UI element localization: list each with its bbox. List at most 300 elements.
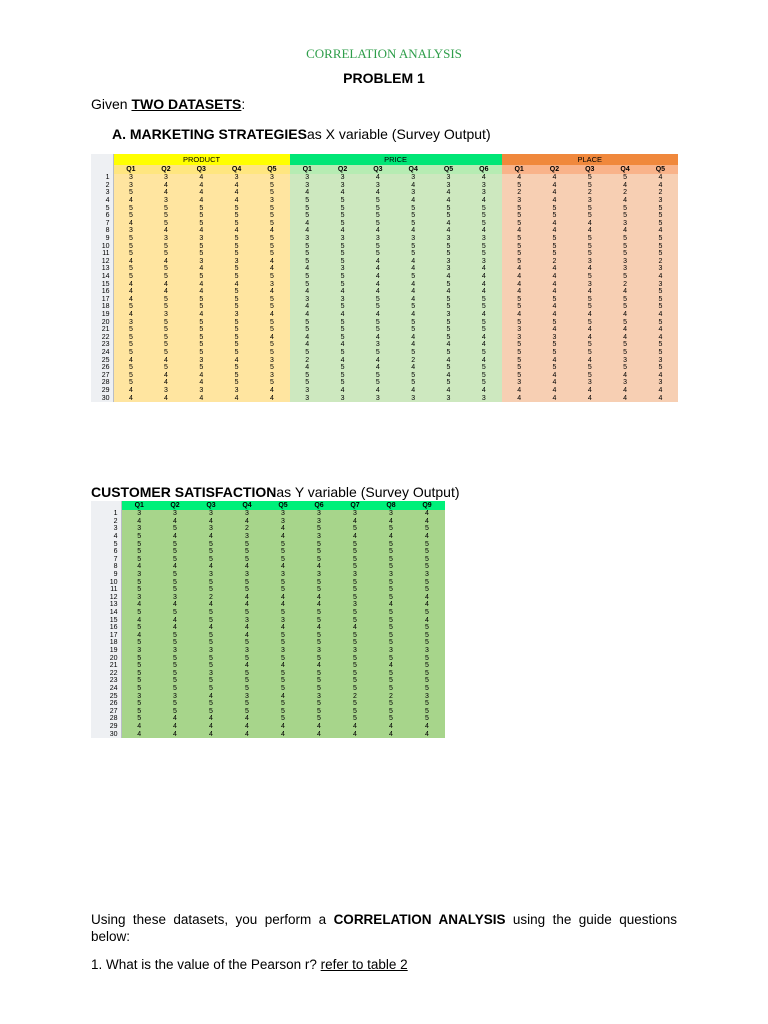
data-cell: 5 [409,685,445,693]
data-cell: 5 [301,715,337,723]
data-cell: 3 [113,182,148,190]
data-cell: 3 [157,510,193,518]
data-cell: 4 [157,616,193,624]
data-cell: 5 [121,540,157,548]
data-cell: 5 [184,318,219,326]
data-cell: 5 [409,715,445,723]
column-header-row [91,501,445,510]
data-cell: 5 [325,333,360,341]
data-cell: 5 [431,326,466,334]
data-cell: 4 [184,379,219,387]
data-cell: 5 [502,296,537,304]
data-cell: 4 [360,356,395,364]
data-cell: 4 [607,311,642,319]
data-cell: 4 [502,227,537,235]
data-cell: 5 [325,212,360,220]
data-cell: 3 [193,571,229,579]
data-cell: 5 [121,715,157,723]
table-row [91,609,445,617]
data-cell: 3 [157,647,193,655]
row-number: 25 [91,356,113,364]
data-cell: 5 [157,571,193,579]
row-number: 8 [91,227,113,235]
column-header: Q7 [337,501,373,510]
table-row [91,601,445,609]
row-number: 14 [91,609,121,617]
data-cell: 5 [466,204,501,212]
row-number: 28 [91,379,113,387]
data-cell: 5 [265,578,301,586]
data-cell: 5 [325,197,360,205]
data-cell: 4 [184,197,219,205]
data-cell: 4 [229,632,265,640]
data-cell: 5 [301,700,337,708]
data-cell: 4 [360,364,395,372]
data-cell: 3 [290,394,325,402]
data-cell: 5 [301,586,337,594]
document-heading: CORRELATION ANALYSIS [306,46,462,61]
data-cell: 5 [325,273,360,281]
data-cell: 5 [396,212,431,220]
data-cell: 5 [360,220,395,228]
data-cell: 5 [607,242,642,250]
data-cell: 3 [643,280,678,288]
row-number: 20 [91,654,121,662]
problem-title: PROBLEM 1 [343,70,425,86]
data-cell: 5 [219,220,254,228]
data-cell: 5 [572,364,607,372]
data-cell: 3 [607,356,642,364]
data-cell: 5 [254,235,289,243]
table-row [91,563,445,571]
data-cell: 5 [373,586,409,594]
data-cell: 4 [396,364,431,372]
data-cell: 5 [193,700,229,708]
table-row [91,556,445,564]
data-cell: 4 [466,288,501,296]
data-cell: 5 [373,609,409,617]
data-cell: 4 [360,387,395,395]
row-number: 6 [91,212,113,220]
data-cell: 5 [193,639,229,647]
data-cell: 5 [502,303,537,311]
data-cell: 3 [360,235,395,243]
data-cell: 3 [254,174,289,182]
data-cell: 5 [184,220,219,228]
row-number: 15 [91,280,113,288]
data-cell: 4 [572,288,607,296]
data-cell: 5 [502,220,537,228]
row-number: 24 [91,349,113,357]
data-cell: 5 [466,379,501,387]
data-cell: 3 [301,518,337,526]
data-cell: 5 [409,669,445,677]
row-number: 11 [91,586,121,594]
table-row [91,715,445,723]
data-cell: 3 [301,692,337,700]
data-cell: 5 [325,242,360,250]
row-number: 9 [91,235,113,243]
data-cell: 4 [229,594,265,602]
data-cell: 4 [121,616,157,624]
data-cell: 5 [431,296,466,304]
column-header: Q5 [254,165,289,174]
table-row [91,303,678,311]
row-number: 9 [91,571,121,579]
data-cell: 4 [157,563,193,571]
table-row [91,616,445,624]
data-cell: 5 [148,296,183,304]
data-cell: 5 [290,197,325,205]
data-cell: 4 [113,394,148,402]
data-cell: 4 [373,533,409,541]
instructions-prefix: Using these datasets, you perform a [91,912,334,927]
data-cell: 4 [466,341,501,349]
data-cell: 5 [360,371,395,379]
data-cell: 5 [148,220,183,228]
data-cell: 5 [113,204,148,212]
data-cell: 5 [396,220,431,228]
data-cell: 5 [396,303,431,311]
data-cell: 5 [572,250,607,258]
column-header: Q4 [219,165,254,174]
data-cell: 4 [325,288,360,296]
data-cell: 5 [157,700,193,708]
data-cell: 4 [148,379,183,387]
data-cell: 4 [409,518,445,526]
data-cell: 4 [431,273,466,281]
data-cell: 5 [337,540,373,548]
table-row [91,571,445,579]
data-cell: 5 [431,242,466,250]
data-cell: 5 [193,609,229,617]
data-cell: 5 [643,303,678,311]
data-cell: 5 [360,250,395,258]
data-cell: 3 [301,533,337,541]
data-cell: 4 [466,311,501,319]
data-cell: 3 [466,235,501,243]
data-cell: 3 [229,616,265,624]
data-cell: 4 [229,601,265,609]
data-cell: 5 [409,677,445,685]
data-cell: 5 [643,220,678,228]
data-cell: 3 [431,174,466,182]
data-cell: 4 [265,730,301,738]
data-cell: 5 [409,707,445,715]
data-cell: 5 [337,639,373,647]
data-cell: 3 [360,341,395,349]
data-cell: 5 [572,235,607,243]
data-cell: 4 [360,265,395,273]
data-cell: 3 [607,265,642,273]
data-cell: 4 [184,371,219,379]
data-cell: 2 [643,189,678,197]
data-cell: 5 [466,242,501,250]
table-row [91,669,445,677]
data-cell: 4 [265,594,301,602]
column-header: Q3 [572,165,607,174]
data-cell: 3 [396,189,431,197]
table-row [91,371,678,379]
column-header: Q5 [643,165,678,174]
data-cell: 4 [572,220,607,228]
data-cell: 3 [396,174,431,182]
instructions-paragraph [91,911,677,945]
table-row [91,639,445,647]
column-header: Q5 [431,165,466,174]
data-cell: 5 [301,616,337,624]
data-cell: 4 [373,601,409,609]
data-cell: 5 [121,609,157,617]
data-cell: 5 [254,341,289,349]
data-cell: 3 [373,571,409,579]
data-cell: 3 [572,280,607,288]
data-cell: 4 [325,356,360,364]
data-cell: 5 [219,235,254,243]
data-cell: 4 [572,265,607,273]
table-row [91,632,445,640]
data-cell: 5 [607,273,642,281]
row-number: 25 [91,692,121,700]
data-cell: 4 [157,624,193,632]
data-cell: 4 [373,662,409,670]
data-cell: 5 [193,677,229,685]
column-header: Q3 [184,165,219,174]
table-row [91,212,678,220]
data-cell: 2 [229,525,265,533]
data-cell: 5 [157,654,193,662]
data-cell: 5 [113,273,148,281]
data-cell: 4 [301,662,337,670]
column-header: Q2 [148,165,183,174]
data-cell: 5 [607,349,642,357]
data-cell: 4 [537,220,572,228]
data-cell: 5 [396,371,431,379]
marketing-strategies-table [91,154,678,402]
data-cell: 5 [229,685,265,693]
data-cell: 3 [184,387,219,395]
data-cell: 4 [537,197,572,205]
table-row [91,723,445,731]
data-cell: 5 [290,250,325,258]
data-cell: 3 [219,174,254,182]
data-cell: 5 [229,556,265,564]
data-cell: 4 [396,182,431,190]
data-cell: 3 [193,647,229,655]
data-cell: 5 [502,341,537,349]
data-cell: 5 [254,349,289,357]
data-cell: 5 [290,326,325,334]
data-cell: 4 [325,311,360,319]
column-header-row [91,165,678,174]
data-cell: 5 [301,654,337,662]
data-cell: 4 [121,563,157,571]
question-1 [91,957,408,972]
data-cell: 5 [113,371,148,379]
table-row [91,250,678,258]
data-cell: 3 [607,379,642,387]
data-cell: 5 [643,235,678,243]
data-cell: 4 [396,197,431,205]
data-cell: 5 [193,616,229,624]
data-cell: 5 [360,326,395,334]
table-row [91,647,445,655]
data-cell: 2 [572,189,607,197]
data-cell: 3 [229,510,265,518]
data-cell: 3 [431,182,466,190]
data-cell: 3 [396,235,431,243]
data-cell: 5 [325,371,360,379]
data-cell: 5 [360,296,395,304]
question-1-link[interactable]: refer to table 2 [320,957,408,972]
data-cell: 2 [373,692,409,700]
data-cell: 3 [254,356,289,364]
data-cell: 5 [325,318,360,326]
table-row [91,387,678,395]
data-cell: 4 [219,182,254,190]
data-cell: 4 [301,730,337,738]
data-cell: 4 [148,394,183,402]
data-cell: 3 [219,387,254,395]
data-cell: 5 [301,677,337,685]
data-cell: 3 [219,258,254,266]
data-cell: 5 [502,258,537,266]
data-cell: 5 [466,250,501,258]
data-cell: 4 [265,601,301,609]
data-cell: 5 [396,326,431,334]
data-cell: 5 [337,578,373,586]
data-cell: 5 [157,677,193,685]
data-cell: 4 [148,227,183,235]
data-cell: 5 [607,204,642,212]
data-cell: 3 [409,647,445,655]
table-row [91,333,678,341]
data-cell: 5 [219,296,254,304]
data-cell: 4 [431,227,466,235]
data-cell: 5 [572,318,607,326]
table-row [91,594,445,602]
data-cell: 5 [466,318,501,326]
data-cell: 4 [193,518,229,526]
data-cell: 5 [265,669,301,677]
data-cell: 5 [113,242,148,250]
data-cell: 4 [431,356,466,364]
data-cell: 4 [265,533,301,541]
row-number: 27 [91,371,113,379]
data-cell: 5 [502,182,537,190]
table-row [91,280,678,288]
table-row [91,227,678,235]
data-cell: 4 [502,387,537,395]
data-cell: 3 [431,394,466,402]
data-cell: 3 [193,669,229,677]
data-cell: 5 [572,303,607,311]
data-cell: 5 [431,318,466,326]
table-row [91,394,678,402]
data-cell: 4 [148,189,183,197]
data-cell: 3 [643,379,678,387]
data-cell: 3 [301,647,337,655]
data-cell: 5 [157,632,193,640]
data-cell: 4 [466,387,501,395]
data-cell: 3 [301,510,337,518]
data-cell: 3 [325,235,360,243]
table-row [91,273,678,281]
data-cell: 5 [337,616,373,624]
data-cell: 4 [290,333,325,341]
data-cell: 4 [396,265,431,273]
data-cell: 5 [290,379,325,387]
data-cell: 5 [157,707,193,715]
data-cell: 5 [607,364,642,372]
data-cell: 5 [148,303,183,311]
data-cell: 3 [113,227,148,235]
data-cell: 5 [229,548,265,556]
data-cell: 4 [396,280,431,288]
table-row [91,364,678,372]
data-cell: 5 [184,250,219,258]
x-variable-heading [112,126,491,142]
data-cell: 5 [157,556,193,564]
data-cell: 5 [184,333,219,341]
data-cell: 5 [229,586,265,594]
data-cell: 4 [502,265,537,273]
data-cell: 5 [229,609,265,617]
table-row [91,654,445,662]
data-cell: 5 [229,639,265,647]
data-cell: 5 [537,235,572,243]
data-cell: 4 [337,624,373,632]
data-cell: 5 [265,677,301,685]
data-cell: 5 [121,586,157,594]
data-cell: 5 [325,250,360,258]
data-cell: 4 [537,189,572,197]
data-cell: 5 [184,296,219,304]
data-cell: 4 [360,227,395,235]
table-row [91,677,445,685]
data-cell: 4 [337,518,373,526]
data-cell: 4 [360,280,395,288]
data-cell: 4 [607,371,642,379]
data-cell: 5 [431,303,466,311]
data-cell: 5 [466,371,501,379]
data-cell: 3 [290,387,325,395]
data-cell: 4 [537,280,572,288]
data-cell: 5 [409,548,445,556]
row-number: 20 [91,318,113,326]
data-cell: 3 [290,174,325,182]
data-cell: 4 [537,311,572,319]
table-row [91,349,678,357]
data-cell: 5 [148,349,183,357]
table-row [91,692,445,700]
data-cell: 5 [325,220,360,228]
data-cell: 5 [290,280,325,288]
data-cell: 5 [502,212,537,220]
data-cell: 5 [113,303,148,311]
data-cell: 4 [121,632,157,640]
data-cell: 3 [325,394,360,402]
data-cell: 4 [572,311,607,319]
table-row [91,189,678,197]
data-cell: 5 [373,616,409,624]
data-cell: 3 [229,533,265,541]
table-row [91,540,445,548]
data-cell: 5 [373,715,409,723]
table-row [91,518,445,526]
data-cell: 5 [572,349,607,357]
data-cell: 5 [290,258,325,266]
